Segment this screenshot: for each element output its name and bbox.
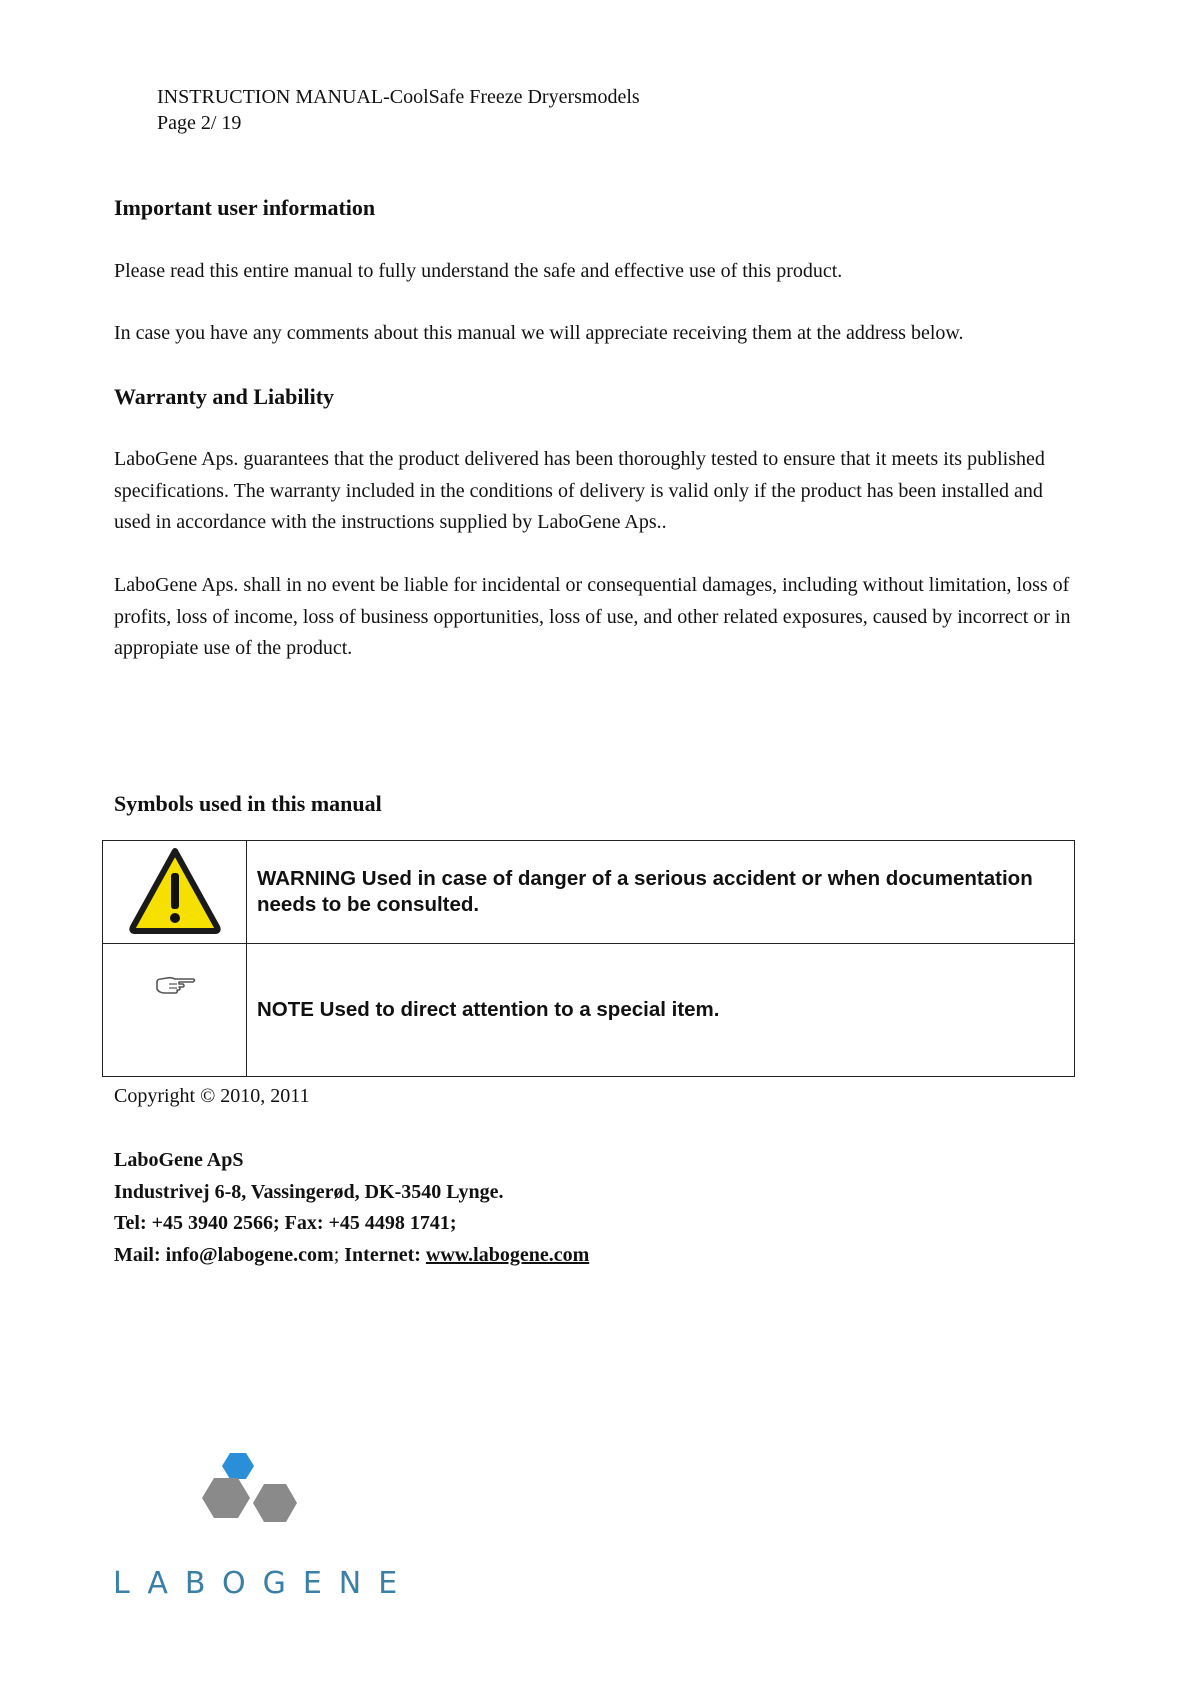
warranty-paragraph-1: LaboGene Aps. guarantees that the product delivered has been thoroughly tested to ensure that it meets its published specifications. The warranty included in the conditions of delivery is valid only if the product has been installed and used in accordance with the instructions supplied by LaboGene Aps.. (114, 448, 1045, 533)
symbols-table (102, 840, 1075, 1077)
section-heading-warranty: Warranty and Liability (114, 384, 335, 409)
important-paragraph-1: Please read this entire manual to fully understand the safe and effective use of this product. (114, 260, 843, 282)
pointing-hand-icon (153, 974, 197, 998)
separator: ; (333, 1244, 340, 1266)
warning-triangle-icon (127, 845, 223, 935)
labogene-wordmark: LABOGENE (113, 1566, 415, 1601)
icon-cell (103, 944, 247, 1077)
section-heading-symbols: Symbols used in this manual (114, 791, 382, 816)
warranty-paragraph-2: LaboGene Aps. shall in no event be liable for incidental or consequential damages, including without limitation, loss of profits, loss of income, loss of business opportunities, loss of use, and other related exposures, caused by incorrect or in appropiate use of the product. (114, 574, 1071, 659)
email-link[interactable]: info@labogene.com (165, 1244, 334, 1266)
table-row (103, 841, 1075, 944)
warning-description: WARNING Used in case of danger of a serious accident or when documentation needs to be consulted. (247, 841, 1075, 944)
phone-fax: Tel: +45 3940 2566; Fax: +45 4498 1741; (114, 1212, 457, 1234)
labogene-logo-mark (200, 1448, 320, 1548)
note-description: NOTE Used to direct attention to a special item. (247, 944, 1075, 1077)
page-number: Page 2/ 19 (157, 112, 242, 134)
website-link[interactable]: www.labogene.com (425, 1244, 590, 1266)
mail-label: Mail: (114, 1244, 161, 1266)
document-title: INSTRUCTION MANUAL-CoolSafe Freeze Dryersmodels (157, 86, 640, 108)
company-name: LaboGene ApS (114, 1149, 244, 1171)
company-address: Industrivej 6-8, Vassingerød, DK-3540 Lynge. (114, 1181, 504, 1203)
icon-cell (103, 841, 247, 944)
internet-label: Internet: (344, 1244, 421, 1266)
table-row (103, 944, 1075, 1077)
section-heading-important: Important user information (114, 195, 376, 220)
copyright: Copyright © 2010, 2011 (114, 1085, 310, 1107)
important-paragraph-2: In case you have any comments about this manual we will appreciate receiving them at the address below. (114, 322, 964, 344)
mail-internet-line (114, 1240, 589, 1272)
